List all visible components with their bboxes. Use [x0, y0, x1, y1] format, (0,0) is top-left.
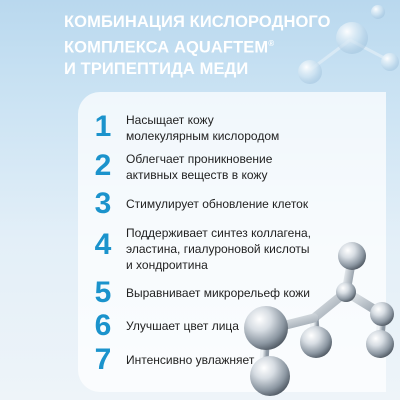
- benefit-text-line: активных веществ в кожу: [126, 168, 268, 182]
- benefit-number: 5: [94, 276, 112, 309]
- headline-line-2-text: КОМПЛЕКСА AQUAFTEM: [64, 38, 269, 57]
- benefit-text-line: Выравнивает микрорельеф кожи: [126, 286, 310, 300]
- benefit-text: [126, 151, 356, 183]
- registered-mark: ®: [268, 39, 275, 48]
- benefit-text-line: Поддерживает синтез коллагена,: [126, 226, 311, 240]
- benefit-number: 3: [94, 187, 112, 220]
- benefit-text-line: Интенсивно увлажняет: [126, 353, 255, 367]
- headline: [64, 12, 344, 80]
- benefit-text-line: эластина, гиалуроновой кислоты: [126, 242, 310, 256]
- benefit-text: [126, 196, 356, 212]
- benefit-number: 4: [94, 228, 112, 261]
- benefit-text-line: молекулярным кислородом: [126, 129, 280, 143]
- benefit-text-line: и хондроитина: [126, 258, 208, 272]
- headline-line-1: КОМБИНАЦИЯ КИСЛОРОДНОГО: [64, 13, 331, 31]
- molecule-illustration: [236, 230, 400, 400]
- headline-line-3: И ТРИПЕПТИДА МЕДИ: [64, 59, 249, 78]
- benefit-number: 1: [94, 110, 112, 143]
- headline-line-2: [64, 33, 344, 59]
- benefit-number: 7: [94, 343, 112, 376]
- benefit-number: 2: [94, 149, 112, 182]
- benefit-text-line: Стимулирует обновление клеток: [126, 197, 309, 211]
- benefit-text: [126, 112, 356, 144]
- benefit-text-line: Облегчает проникновение: [126, 152, 273, 166]
- benefit-number: 6: [94, 309, 112, 342]
- benefit-text-line: Насыщает кожу: [126, 113, 214, 127]
- benefit-text-line: Улучшает цвет лица: [126, 319, 239, 333]
